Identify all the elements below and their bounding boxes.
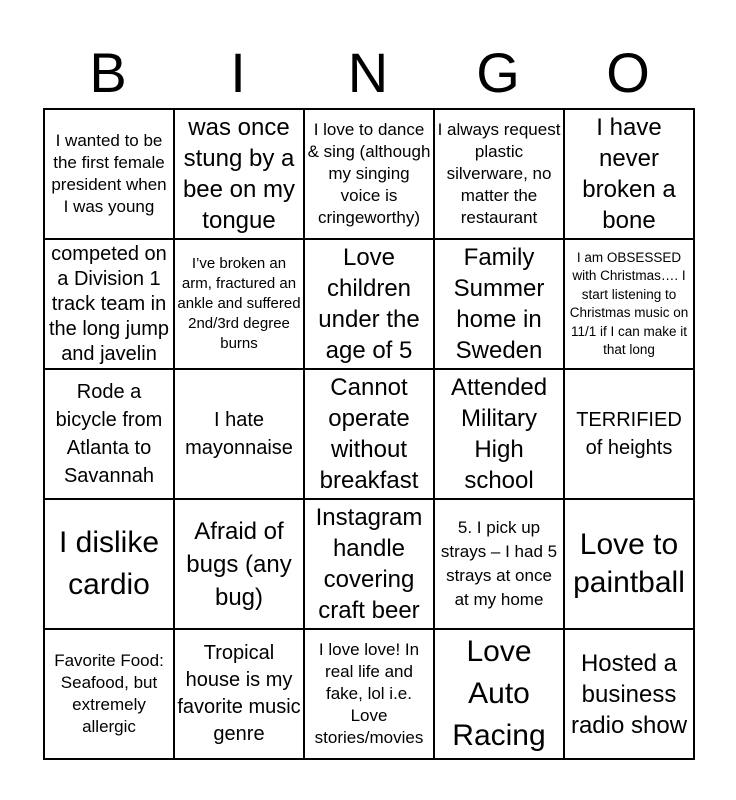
bingo-cell[interactable]	[174, 629, 304, 759]
cell-text: Love children under the age of 5	[318, 244, 420, 364]
header-letter-g: G	[476, 41, 520, 104]
cell-text: Afraid of bugs (any bug)	[186, 517, 292, 611]
cell-text: I’ve broken an arm, fractured an ankle and suffered 2nd/3rd degree burns	[177, 255, 301, 352]
bingo-header	[43, 40, 693, 106]
cell-text: Hosted a business radio show	[570, 649, 688, 739]
bingo-cell[interactable]	[304, 499, 434, 629]
cell-text: I always request plastic silverware, no matter the restaurant	[437, 120, 561, 227]
bingo-cell[interactable]	[304, 239, 434, 369]
cell-text: I have never broken a bone	[582, 114, 676, 234]
bingo-cell[interactable]	[44, 109, 174, 239]
bingo-cell[interactable]	[564, 499, 694, 629]
cell-text: was once stung by a bee on my tongue	[182, 114, 296, 234]
bingo-cell[interactable]	[564, 369, 694, 499]
bingo-cell[interactable]	[434, 369, 564, 499]
cell-text: I love love! In real life and fake, lol i.e. Love stories/movies	[314, 640, 424, 747]
bingo-cell[interactable]	[44, 239, 174, 369]
bingo-cell[interactable]	[434, 109, 564, 239]
bingo-cell[interactable]	[174, 239, 304, 369]
header-letter-b: B	[89, 41, 127, 104]
bingo-cell[interactable]	[174, 109, 304, 239]
cell-text: Favorite Food: Seafood, but extremely allergic	[54, 651, 164, 736]
bingo-row	[44, 369, 694, 499]
cell-text: Love to paintball	[573, 528, 685, 599]
bingo-cell[interactable]	[304, 369, 434, 499]
bingo-card-grid	[43, 108, 695, 760]
bingo-cell[interactable]	[44, 629, 174, 759]
cell-text: 5. I pick up strays – I had 5 strays at once at my home	[440, 518, 558, 609]
cell-text: Rode a bicycle from Atlanta to Savannah	[55, 381, 163, 487]
cell-text: I love to dance & sing (although my singing voice is cringeworthy)	[307, 120, 431, 227]
header-letter-o: O	[606, 41, 650, 104]
bingo-cell[interactable]	[434, 499, 564, 629]
cell-text: I dislike cardio	[58, 526, 160, 601]
bingo-cell[interactable]	[304, 109, 434, 239]
cell-text: Tropical house is my favorite music genre	[177, 642, 301, 745]
bingo-cell[interactable]	[44, 369, 174, 499]
bingo-cell[interactable]	[434, 239, 564, 369]
bingo-row	[44, 239, 694, 369]
bingo-cell[interactable]	[564, 239, 694, 369]
bingo-cell[interactable]	[174, 369, 304, 499]
bingo-cell[interactable]	[564, 109, 694, 239]
cell-text: competed on a Division 1 track team in the long jump and javelin	[48, 242, 170, 365]
cell-text: TERRIFIED of heights	[576, 409, 682, 459]
bingo-cell[interactable]	[304, 629, 434, 759]
cell-text: Instagram handle covering craft beer	[315, 504, 423, 624]
bingo-cell[interactable]	[44, 499, 174, 629]
cell-text: Family Summer home in Sweden	[453, 244, 545, 364]
cell-text: I am OBSESSED with Christmas…. I start listening to Christmas music on 11/1 if I can make it that long	[569, 249, 689, 357]
cell-text: I hate mayonnaise	[185, 409, 293, 459]
cell-text: I wanted to be the first female president when I was young	[51, 131, 167, 216]
header-letter-n: N	[347, 41, 389, 104]
header-letter-i: I	[230, 41, 246, 104]
bingo-cell[interactable]	[174, 499, 304, 629]
bingo-cell[interactable]	[564, 629, 694, 759]
cell-text: Cannot operate without breakfast	[319, 374, 419, 494]
bingo-cell[interactable]	[434, 629, 564, 759]
cell-text: Love Auto Racing	[452, 635, 546, 752]
bingo-row	[44, 629, 694, 759]
bingo-row	[44, 499, 694, 629]
cell-text: Attended Military High school	[450, 374, 548, 494]
bingo-row	[44, 109, 694, 239]
